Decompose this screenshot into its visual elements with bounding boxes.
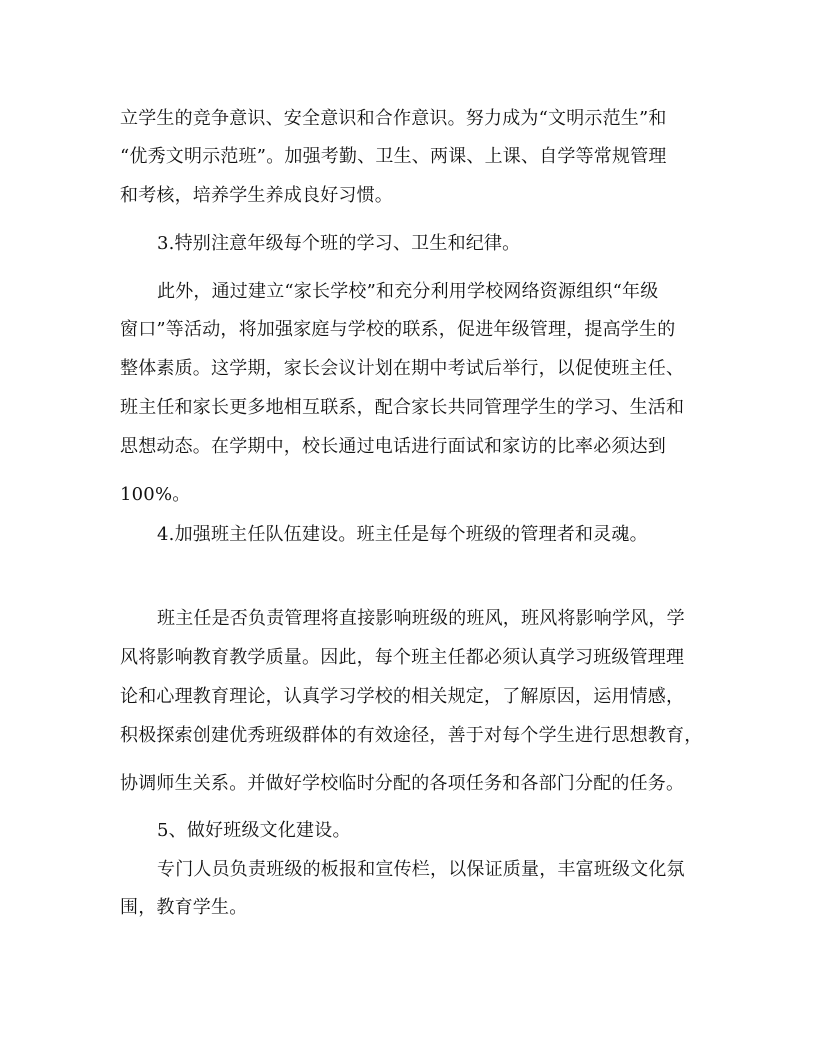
text-line: 班主任和家长更多地相互联系，配合家长共同管理学生的学习、生活和 [120,397,685,418]
list-item-3: 3.特别注意年级每个班的学习、卫生和纪律。 [157,233,521,254]
text-line: 立学生的竞争意识、安全意识和合作意识。努力成为“文明示范生”和 [120,108,667,129]
text-line: “优秀文明示范班”。加强考勤、卫生、两课、上课、自学等常规管理 [120,146,667,167]
text-line: 风将影响教育教学质量。因此，每个班主任都必须认真学习班级管理理 [120,647,685,668]
list-item-4: 4.加强班主任队伍建设。班主任是每个班级的管理者和灵魂。 [157,524,648,545]
text-line: 积极探索创建优秀班级群体的有效途径，善于对每个学生进行思想教育， [120,725,703,746]
text-line: 思想动态。在学期中，校长通过电话进行面试和家访的比率必须达到 [120,436,666,457]
text-line: 专门人员负责班级的板报和宣传栏，以保证质量，丰富班级文化氛 [157,859,685,880]
text-line: 100%。 [120,484,191,505]
text-line: 整体素质。这学期，家长会议计划在期中考试后举行，以促使班主任、 [120,358,685,379]
list-item-5: 5、做好班级文化建设。 [157,820,351,841]
text-line: 班主任是否负责管理将直接影响班级的班风，班风将影响学风，学 [157,608,685,629]
text-line: 此外，通过建立“家长学校”和充分利用学校网络资源组织“年级 [157,281,659,302]
text-line: 协调师生关系。并做好学校临时分配的各项任务和各部门分配的任务。 [120,773,685,794]
text-line: 论和心理教育理论，认真学习学校的相关规定，了解原因，运用情感， [120,686,685,707]
text-line: 窗口”等活动，将加强家庭与学校的联系，促进年级管理，提高学生的 [120,319,676,340]
text-line: 围，教育学生。 [120,897,248,918]
text-line: 和考核，培养学生养成良好习惯。 [120,185,393,206]
